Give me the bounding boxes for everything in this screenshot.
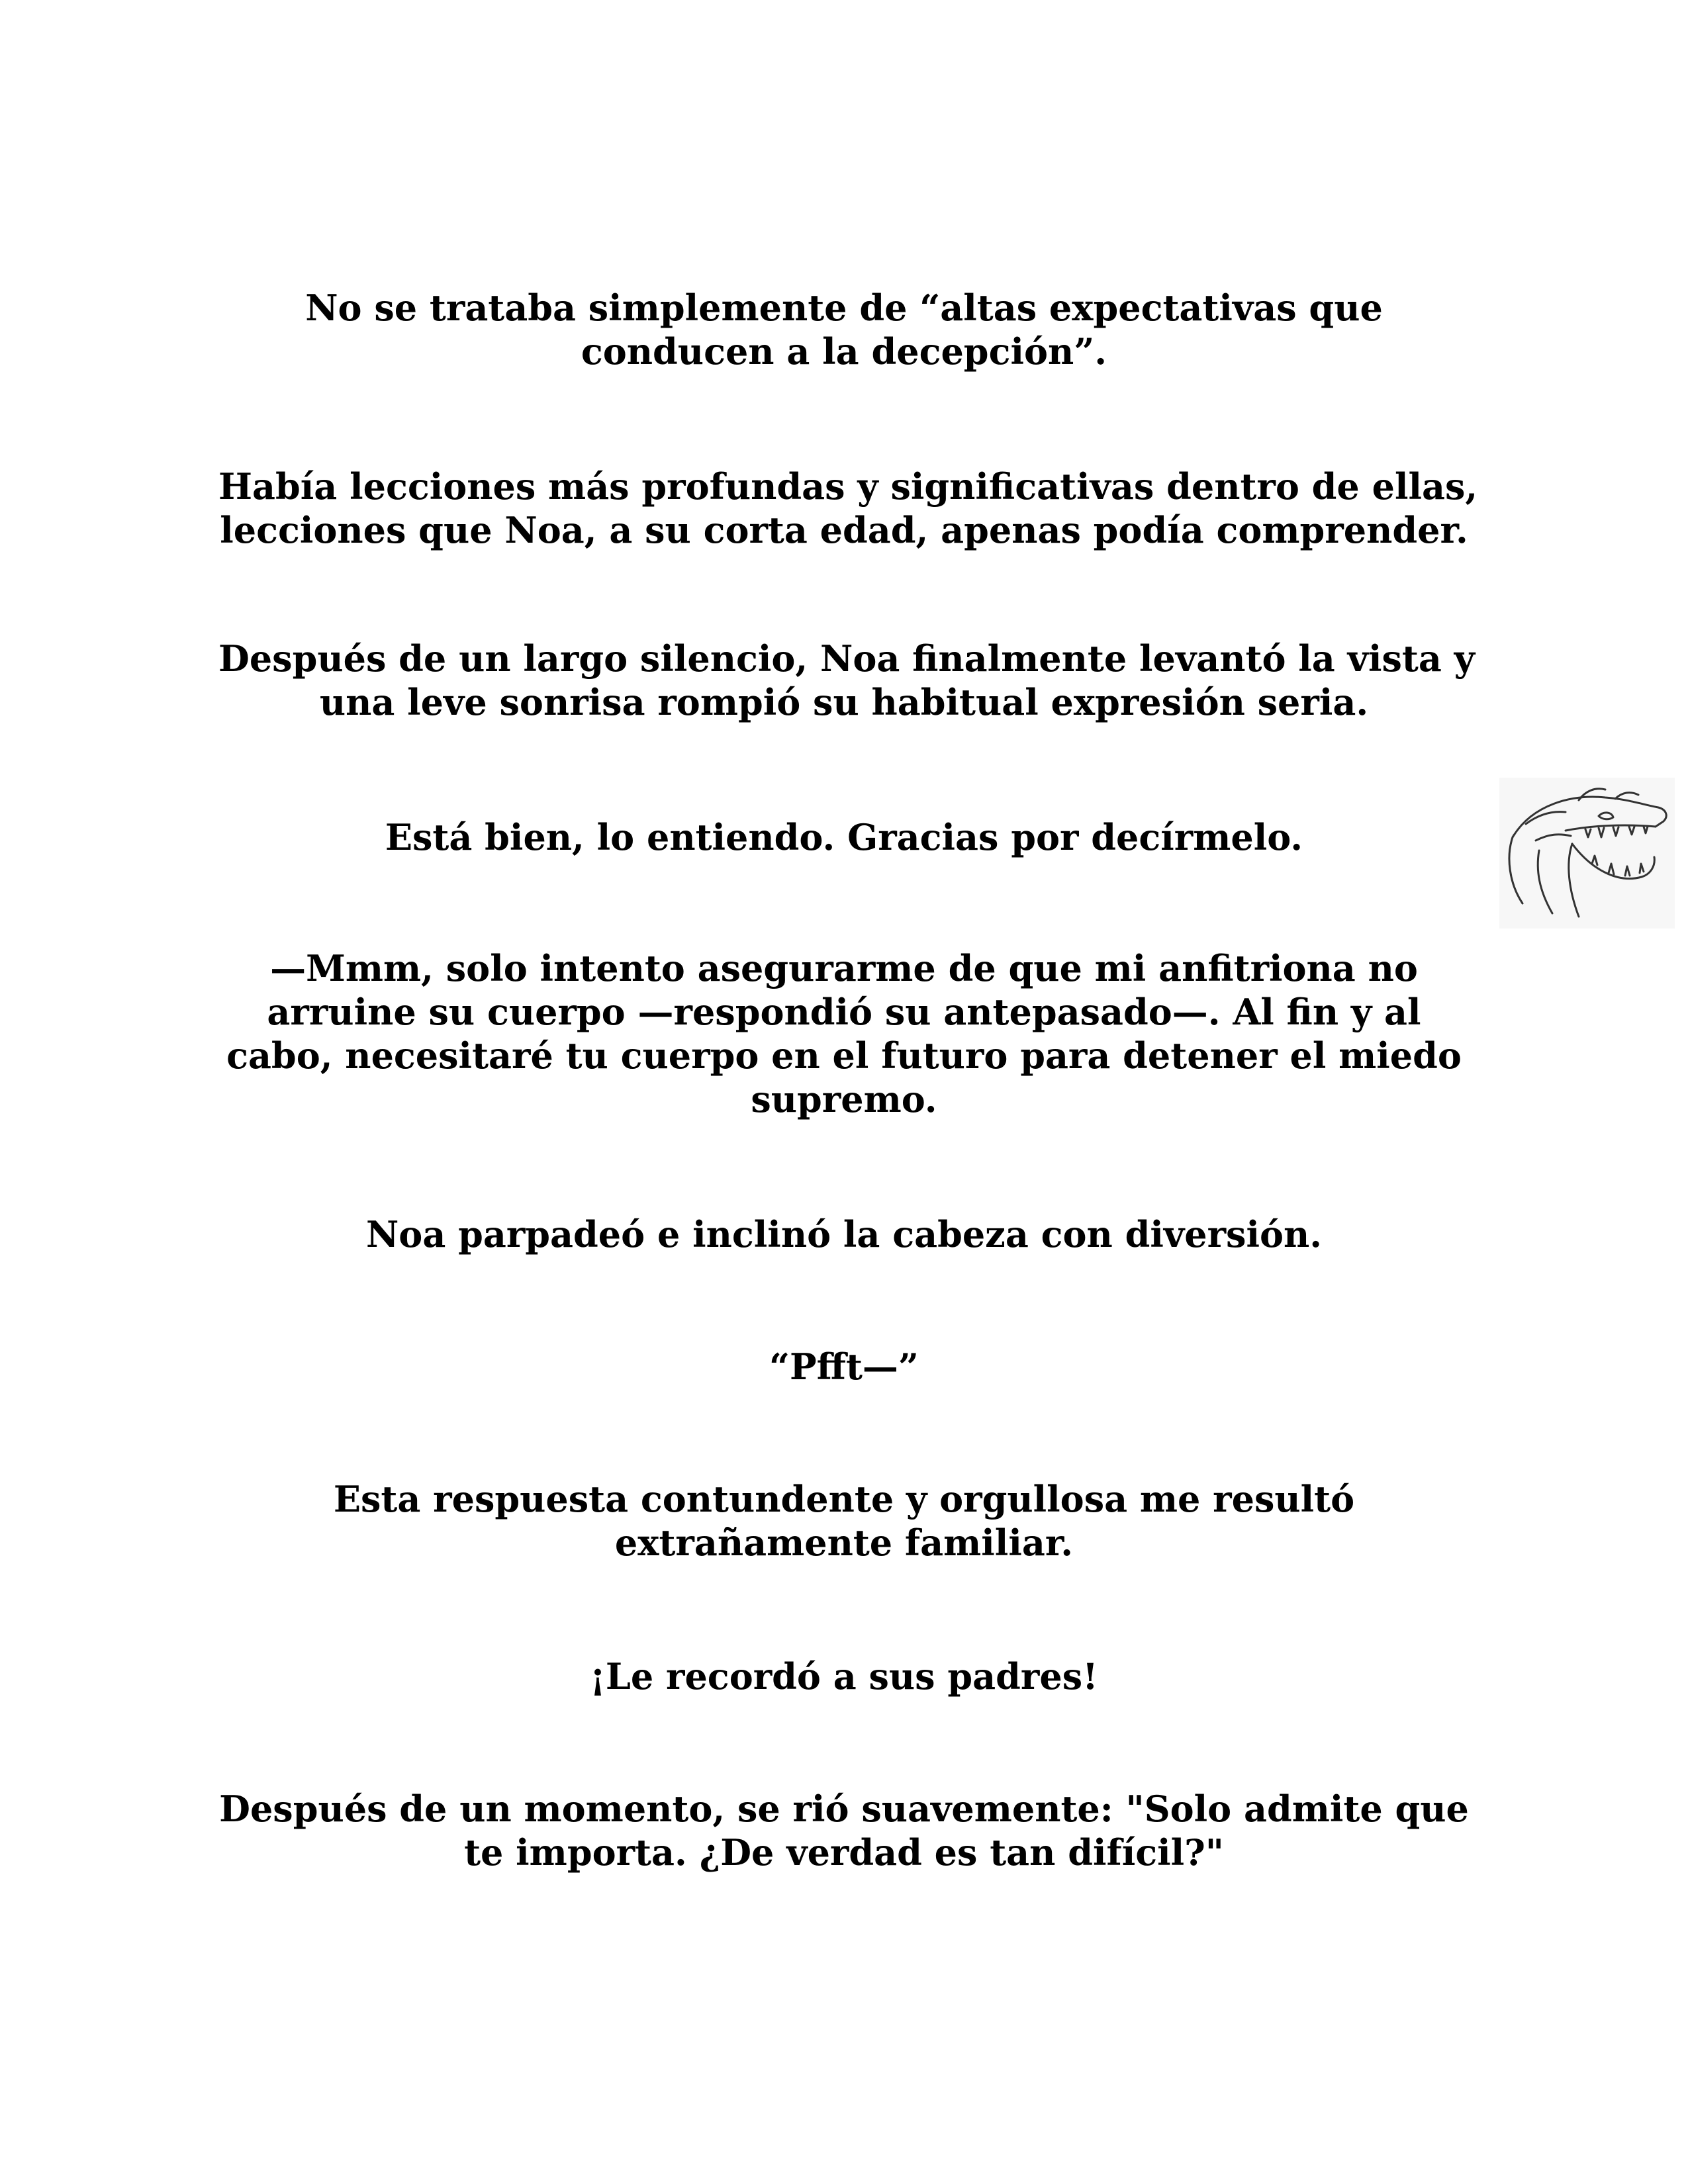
paragraph-4 [218,815,1470,859]
text-line: Está bien, lo entiendo. Gracias por decírmelo. [385,816,1303,858]
text-line: una leve sonrisa rompió su habitual expresión seria. [319,681,1369,723]
paragraph-3 [218,637,1475,724]
paragraph-7 [218,1345,1470,1388]
text-line: conducen a la decepción”. [581,330,1107,373]
text-line: Después de un momento, se rió suavemente: "Solo admite que [219,1788,1469,1830]
text-line: extrañamente familiar. [614,1522,1074,1564]
paragraph-2 [218,465,1478,552]
text-line: te importa. ¿De verdad es tan difícil?" [464,1831,1224,1874]
text-line: arruine su cuerpo —respondió su antepasado—. Al fin y al [267,991,1421,1033]
paragraph-6 [218,1212,1470,1256]
paragraph-8 [218,1477,1470,1565]
text-line: supremo. [751,1078,937,1120]
text-line: Había lecciones más profundas y significativas dentro de ellas, [218,465,1478,508]
text-line: Después de un largo silencio, Noa finalmente levantó la vista y [218,637,1475,680]
paragraph-5 [218,946,1470,1121]
paragraph-1 [218,286,1470,373]
paragraph-10 [218,1787,1470,1874]
text-line: Esta respuesta contundente y orgullosa me resultó [333,1478,1355,1520]
text-line: Noa parpadeó e inclinó la cabeza con diversión. [365,1213,1323,1255]
text-line: —Mmm, solo intento asegurarme de que mi anfitriona no [270,947,1418,989]
text-line: lecciones que Noa, a su corta edad, apenas podía comprender. [220,509,1468,551]
text-line: cabo, necesitaré tu cuerpo en el futuro para detener el miedo [226,1034,1462,1077]
text-line: “Pfft—” [769,1345,919,1388]
dinosaur-sketch-icon [1499,778,1675,929]
text-line: ¡Le recordó a sus padres! [590,1655,1098,1698]
paragraph-9 [218,1655,1470,1698]
text-line: No se trataba simplemente de “altas expectativas que [305,287,1383,329]
